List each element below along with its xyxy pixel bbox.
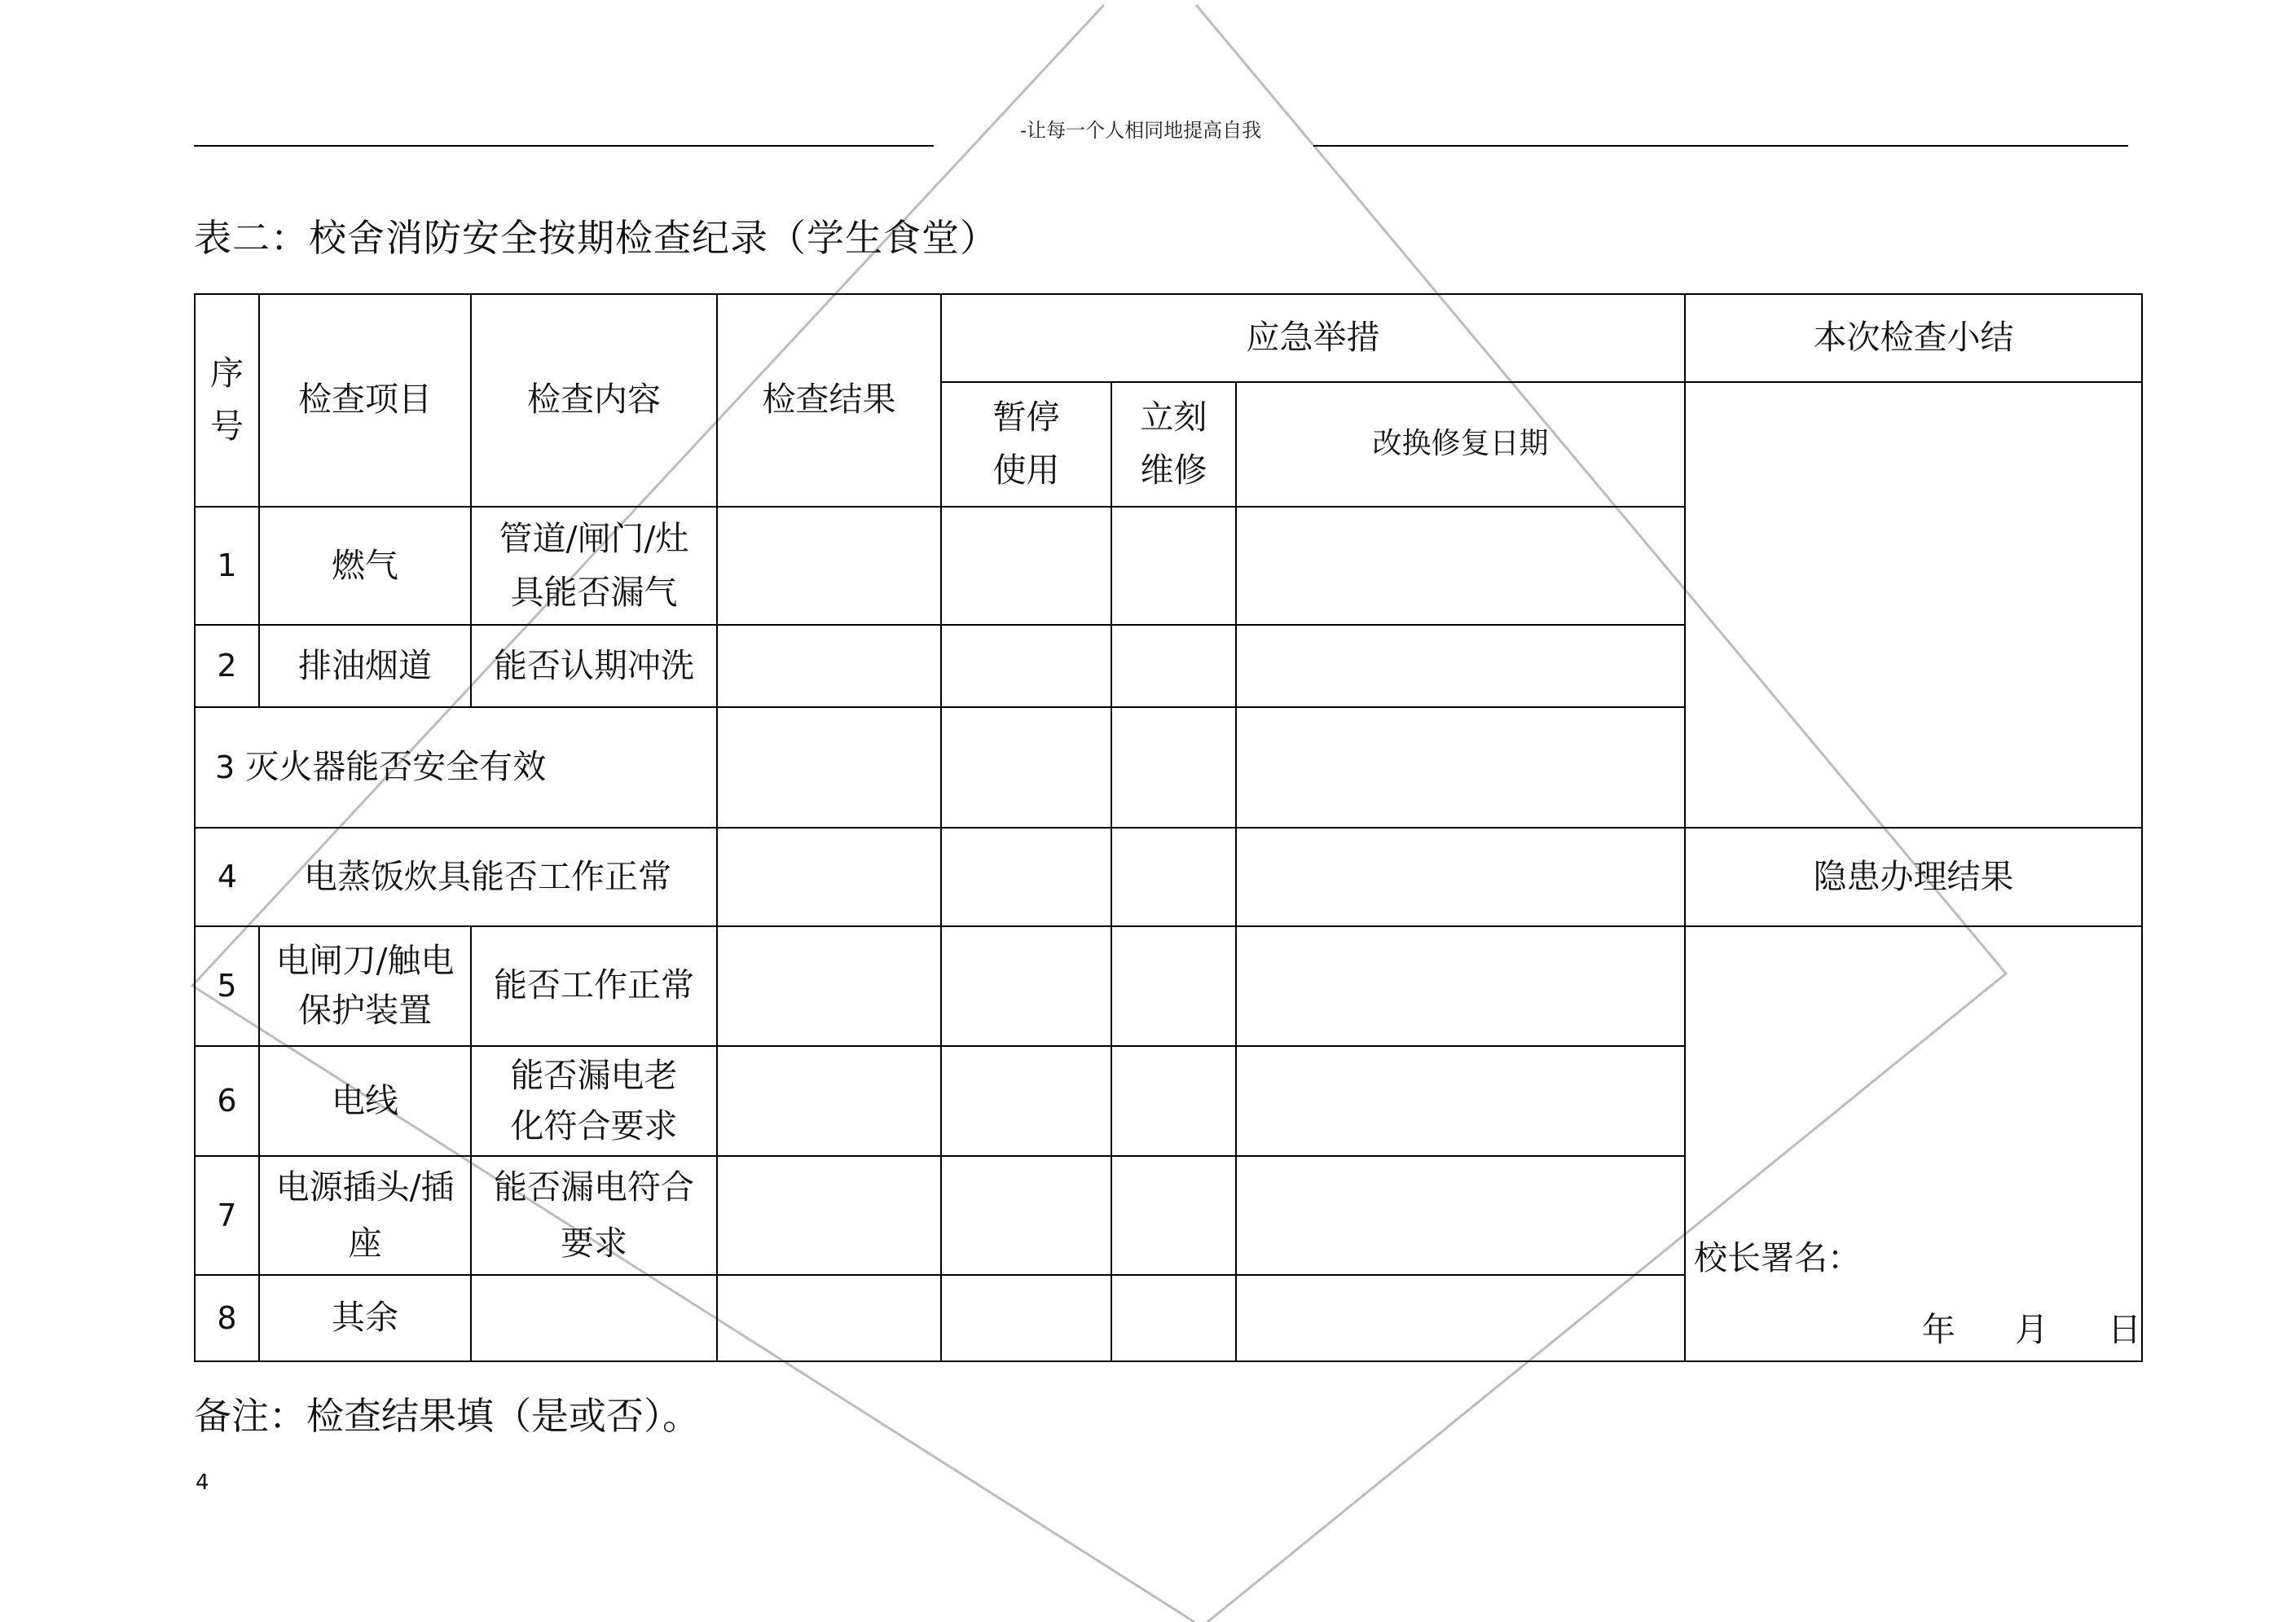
row-repair-cell[interactable] xyxy=(1111,707,1236,828)
row-repair-cell[interactable] xyxy=(1111,1046,1236,1157)
hazard-result-label: 隐患办理结果 xyxy=(1685,828,2142,926)
row-seq: 4 xyxy=(195,828,259,926)
row-seq: 6 xyxy=(195,1046,259,1157)
row-repair-cell[interactable] xyxy=(1111,1275,1236,1361)
row-merged-item xyxy=(195,707,717,828)
row-date-cell[interactable] xyxy=(1236,926,1685,1046)
row-pause-cell[interactable] xyxy=(941,1275,1111,1361)
header-pause: 暂停使用 xyxy=(941,382,1111,507)
row-seq: 3 xyxy=(215,749,235,786)
row-date-cell[interactable] xyxy=(1236,1046,1685,1157)
header-rule-left xyxy=(194,145,934,147)
date-day: 日 xyxy=(2108,1310,2142,1350)
row-seq: 5 xyxy=(195,926,259,1046)
principal-sign-cell[interactable] xyxy=(1685,926,2142,1361)
row-repair-cell[interactable] xyxy=(1111,828,1236,926)
row-result-cell[interactable] xyxy=(717,507,941,626)
inspection-table xyxy=(194,293,2143,1362)
principal-sign-label: 校长署名： xyxy=(1694,1238,1862,1278)
row-pause-cell[interactable] xyxy=(941,625,1111,707)
row-item: 电闸刀/触电保护装置 xyxy=(259,926,471,1046)
row-content: 能否工作正常 xyxy=(471,926,717,1046)
header-rule-right xyxy=(1313,145,2128,147)
row-result-cell[interactable] xyxy=(717,707,941,828)
page-number: 4 xyxy=(196,1470,209,1495)
row-result-cell[interactable] xyxy=(717,1046,941,1157)
row-pause-cell[interactable] xyxy=(941,1046,1111,1157)
row-date-cell[interactable] xyxy=(1236,625,1685,707)
row-item: 电线 xyxy=(259,1046,471,1157)
header-seq: 序号 xyxy=(195,294,259,507)
row-result-cell[interactable] xyxy=(717,1156,941,1275)
row-result-cell[interactable] xyxy=(717,828,941,926)
row-result-cell[interactable] xyxy=(717,926,941,1046)
row-item: 其余 xyxy=(259,1275,471,1361)
header-repair-now: 立刻维修 xyxy=(1111,382,1236,507)
header-slogan: -让每一个人相同地提高自我 xyxy=(1020,119,1262,142)
header-summary: 本次检查小结 xyxy=(1685,294,2142,382)
date-year: 年 xyxy=(1921,1310,1955,1350)
row-item: 燃气 xyxy=(259,507,471,626)
row-date-cell[interactable] xyxy=(1236,1156,1685,1275)
row-date-cell[interactable] xyxy=(1236,828,1685,926)
row-seq: 7 xyxy=(195,1156,259,1275)
header-result: 检查结果 xyxy=(717,294,941,507)
row-merged-text: 灭火器能否安全有效 xyxy=(245,747,547,787)
table-row xyxy=(195,828,2142,926)
header-content: 检查内容 xyxy=(471,294,717,507)
sign-date xyxy=(1873,1303,2141,1357)
header-row-1 xyxy=(195,294,2142,382)
row-repair-cell[interactable] xyxy=(1111,926,1236,1046)
row-date-cell[interactable] xyxy=(1236,507,1685,626)
row-repair-cell[interactable] xyxy=(1111,1156,1236,1275)
row-pause-cell[interactable] xyxy=(941,828,1111,926)
remark-note: 备注：检查结果填（是或否）。 xyxy=(194,1394,700,1438)
row-pause-cell[interactable] xyxy=(941,507,1111,626)
row-content: 能否漏电符合要求 xyxy=(471,1156,717,1275)
row-repair-cell[interactable] xyxy=(1111,625,1236,707)
table-row xyxy=(195,926,2142,1046)
document-title: 表二：校舍消防安全按期检查纪录（学生食堂） xyxy=(194,216,998,260)
row-seq: 1 xyxy=(195,507,259,626)
row-result-cell[interactable] xyxy=(717,625,941,707)
row-content: 能否漏电老化符合要求 xyxy=(471,1046,717,1157)
row-item: 排油烟道 xyxy=(259,625,471,707)
row-date-cell[interactable] xyxy=(1236,707,1685,828)
header-item: 检查项目 xyxy=(259,294,471,507)
header-emergency: 应急举措 xyxy=(941,294,1685,382)
date-month: 月 xyxy=(2014,1310,2048,1350)
row-seq: 8 xyxy=(195,1275,259,1361)
row-content: 能否认期冲洗 xyxy=(471,625,717,707)
header-replace-date: 改换修复日期 xyxy=(1236,382,1685,507)
row-pause-cell[interactable] xyxy=(941,926,1111,1046)
summary-cell[interactable] xyxy=(1685,382,2142,828)
row-seq: 2 xyxy=(195,625,259,707)
row-merged-text: 电蒸饭炊具能否工作正常 xyxy=(259,828,717,926)
row-content xyxy=(471,1275,717,1361)
row-repair-cell[interactable] xyxy=(1111,507,1236,626)
row-pause-cell[interactable] xyxy=(941,1156,1111,1275)
row-content: 管道/闸门/灶具能否漏气 xyxy=(471,507,717,626)
row-date-cell[interactable] xyxy=(1236,1275,1685,1361)
row-result-cell[interactable] xyxy=(717,1275,941,1361)
row-item: 电源插头/插座 xyxy=(259,1156,471,1275)
row-pause-cell[interactable] xyxy=(941,707,1111,828)
